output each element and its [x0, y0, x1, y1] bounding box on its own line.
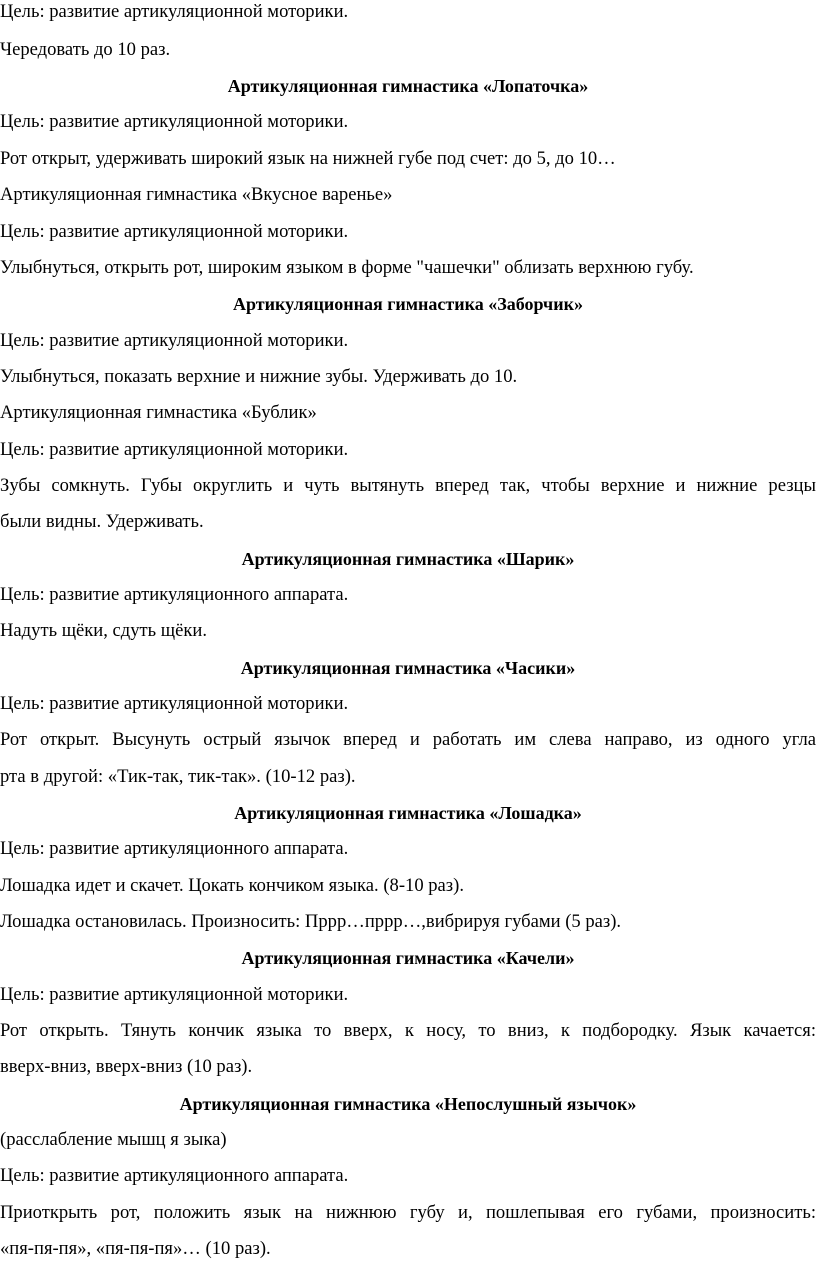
text-line: Цель: развитие артикуляционной моторики. — [0, 693, 349, 714]
text-line: Чередовать до 10 раз. — [0, 39, 171, 60]
text-line: Цель: развитие артикуляционной моторики. — [0, 984, 349, 1005]
text-line: Артикуляционная гимнастика «Вкусное варенье» — [0, 184, 393, 205]
section-heading: Артикуляционная гимнастика «Заборчик» — [233, 294, 583, 314]
text-line: Лошадка остановилась. Произносить: Пррр…пррр…,вибрируя губами (5 раз). — [0, 911, 622, 932]
text-line: Цель: развитие артикуляционного аппарата. — [0, 838, 349, 859]
text-line: Улыбнуться, показать верхние и нижние зубы. Удерживать до 10. — [0, 366, 518, 387]
text-line: Артикуляционная гимнастика «Бублик» — [0, 402, 317, 423]
section-heading: Артикуляционная гимнастика «Качели» — [241, 948, 575, 968]
section-heading: Артикуляционная гимнастика «Непослушный язычок» — [179, 1094, 637, 1114]
text-line: Лошадка идет и скачет. Цокать кончиком языка. (8-10 раз). — [0, 875, 464, 896]
text-line: были видны. Удерживать. — [0, 511, 204, 532]
section-heading: Артикуляционная гимнастика «Лошадка» — [234, 803, 582, 823]
section-heading: Артикуляционная гимнастика «Шарик» — [241, 549, 575, 569]
text-line: Цель: развитие артикуляционной моторики. — [0, 330, 349, 351]
section-heading: Артикуляционная гимнастика «Часики» — [240, 658, 576, 678]
text-line: «пя-пя-пя», «пя-пя-пя»… (10 раз). — [0, 1238, 271, 1259]
text-line: Приоткрыть рот, положить язык на нижнюю губу и, пошлепывая его губами, произносить: — [0, 1202, 816, 1223]
text-line: Улыбнуться, открыть рот, широким языком в форме "чашечки" облизать верхнюю губу. — [0, 257, 694, 278]
text-line: рта в другой: «Тик-так, тик-так». (10-12 раз). — [0, 766, 356, 787]
text-line: (расслабление мышц я зыка) — [0, 1129, 227, 1150]
text-line: Зубы сомкнуть. Губы округлить и чуть вытянуть вперед так, чтобы верхние и нижние резцы — [0, 475, 816, 496]
text-line: Цель: развитие артикуляционной моторики. — [0, 111, 349, 132]
text-line: Рот открыть. Тянуть кончик языка то вверх, к носу, то вниз, к подбородку. Язык качается: — [0, 1020, 816, 1041]
text-line: Цель: развитие артикуляционной моторики. — [0, 439, 349, 460]
text-line: Рот открыт. Высунуть острый язычок вперед и работать им слева направо, из одного угла — [0, 729, 816, 750]
text-line: Цель: развитие артикуляционной моторики. — [0, 221, 349, 242]
section-heading: Артикуляционная гимнастика «Лопаточка» — [227, 76, 589, 96]
text-line: Рот открыт, удерживать широкий язык на нижней губе под счет: до 5, до 10… — [0, 148, 616, 169]
text-line: вверх-вниз, вверх-вниз (10 раз). — [0, 1056, 253, 1077]
text-line: Цель: развитие артикуляционного аппарата. — [0, 584, 349, 605]
text-line: Цель: развитие артикуляционной моторики. — [0, 1, 349, 22]
text-line: Надуть щёки, сдуть щёки. — [0, 620, 208, 641]
text-line: Цель: развитие артикуляционного аппарата. — [0, 1165, 349, 1186]
